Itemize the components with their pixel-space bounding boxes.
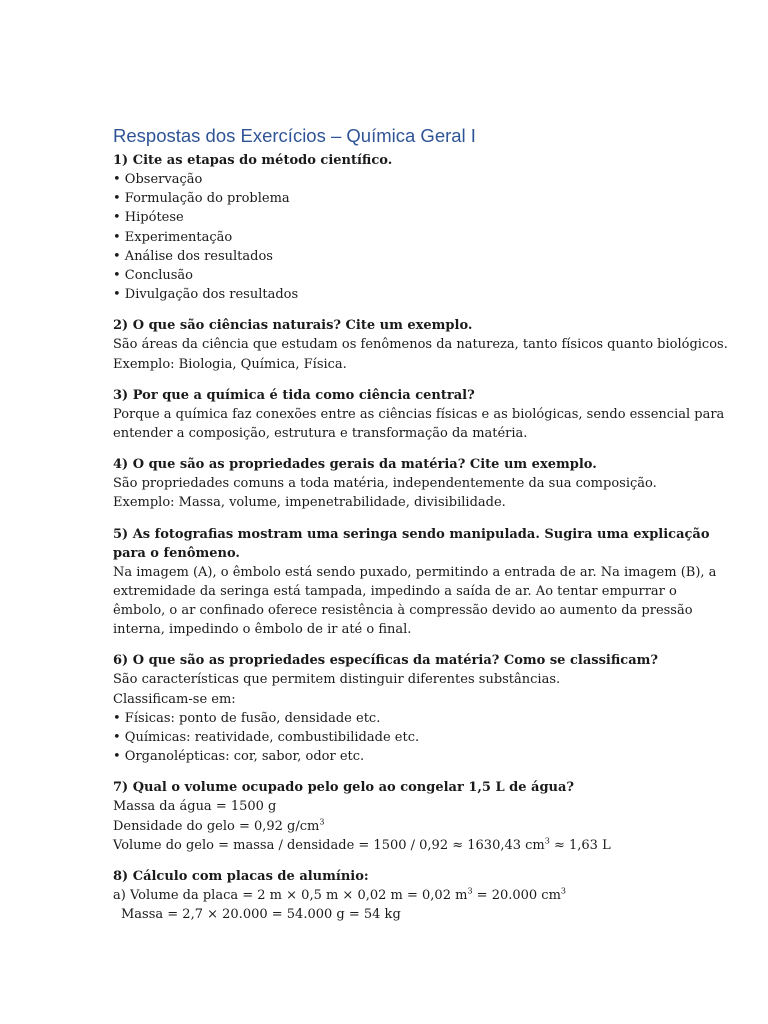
answer-line: Classificam-se em: xyxy=(113,691,236,707)
question-section-4 xyxy=(113,455,713,512)
list-item: • Conclusão xyxy=(113,268,194,284)
question-title: 5) As fotografias mostram uma seringa sendo manipulada. Sugira uma explicação xyxy=(113,526,710,542)
answer-line: Exemplo: Biologia, Química, Física. xyxy=(113,356,347,372)
document-page xyxy=(113,124,728,936)
list-item: • Físicas: ponto de fusão, densidade etc. xyxy=(113,710,381,726)
list-item: • Formulação do problema xyxy=(113,191,290,207)
answer-line: extremidade da seringa está tampada, impedindo a saída de ar. Ao tentar empurrar o xyxy=(113,583,677,599)
answer-line: entender a composição, estrutura e transformação da matéria. xyxy=(113,426,528,442)
answer-line: Exemplo: Massa, volume, impenetrabilidade, divisibilidade. xyxy=(113,495,506,511)
question-title-continued: para o fenômeno. xyxy=(113,545,240,561)
list-item: • Observação xyxy=(113,172,203,187)
list-item: • Químicas: reatividade, combustibilidade etc. xyxy=(113,730,420,746)
question-title: 8) Cálculo com placas de alumínio: xyxy=(113,869,369,885)
answer-line: Porque a química faz conexões entre as ciências físicas e as biológicas, sendo essencial para xyxy=(113,406,725,422)
answer-line: interna, impedindo o êmbolo de ir até o final. xyxy=(113,622,412,638)
answer-line: êmbolo, o ar confinado oferece resistência à compressão devido ao aumento da pressão xyxy=(113,603,693,619)
question-section-8 xyxy=(113,867,713,924)
answer-line: Volume do gelo = massa / densidade = 1500 / 0,92 ≈ 1630,43 $cm^3 \approx 1,63$ L xyxy=(113,836,611,853)
answer-line: São áreas da ciência que estudam os fenômenos da natureza, tanto físicos quanto biológicos. xyxy=(113,337,728,353)
question-title: 4) O que são as propriedades gerais da matéria? Cite um exemplo. xyxy=(113,457,597,473)
question-section-6 xyxy=(113,651,713,766)
answer-line: Massa da água = 1500 g xyxy=(113,799,277,815)
list-item: • Análise dos resultados xyxy=(113,248,273,264)
answer-line: São características que permitem distinguir diferentes substâncias. xyxy=(113,672,561,688)
question-section-5 xyxy=(113,525,717,640)
question-section-7 xyxy=(113,778,713,855)
answer-line: São propriedades comuns a toda matéria, independentemente da sua composição. xyxy=(113,476,657,492)
question-title: 2) O que são ciências naturais? Cite um exemplo. xyxy=(113,318,473,334)
list-item: • Divulgação dos resultados xyxy=(113,287,299,303)
list-item: • Hipótese xyxy=(113,210,184,226)
question-title: 7) Qual o volume ocupado pelo gelo ao congelar 1,5 L de água? xyxy=(113,780,575,796)
question-section-2 xyxy=(113,316,728,373)
answer-line: Densidade do gelo = 0,92 $g/cm^3$ xyxy=(113,817,325,834)
list-item: • Experimentação xyxy=(113,229,233,245)
document-title: Respostas dos Exercícios – Química Geral I xyxy=(113,125,476,146)
question-section-1 xyxy=(113,151,713,304)
answer-line: Massa = 2,7 × 20.000 = 54.000 g = 54 kg xyxy=(121,907,401,923)
question-title: 6) O que são as propriedades específicas da matéria? Como se classificam? xyxy=(113,653,658,669)
list-item: • Organolépticas: cor, sabor, odor etc. xyxy=(113,749,365,765)
question-section-3 xyxy=(113,386,725,443)
question-title: 3) Por que a química é tida como ciência central? xyxy=(113,387,475,403)
answer-line: a) Volume da placa = 2 m × 0,5 m × 0,02 m = 0,02 $m^3 = 20.000$ $cm^3$ xyxy=(113,886,567,904)
answer-line: Na imagem (A), o êmbolo está sendo puxado, permitindo a entrada de ar. Na imagem (B), a xyxy=(113,564,717,580)
question-title: 1) Cite as etapas do método científico. xyxy=(113,153,393,168)
